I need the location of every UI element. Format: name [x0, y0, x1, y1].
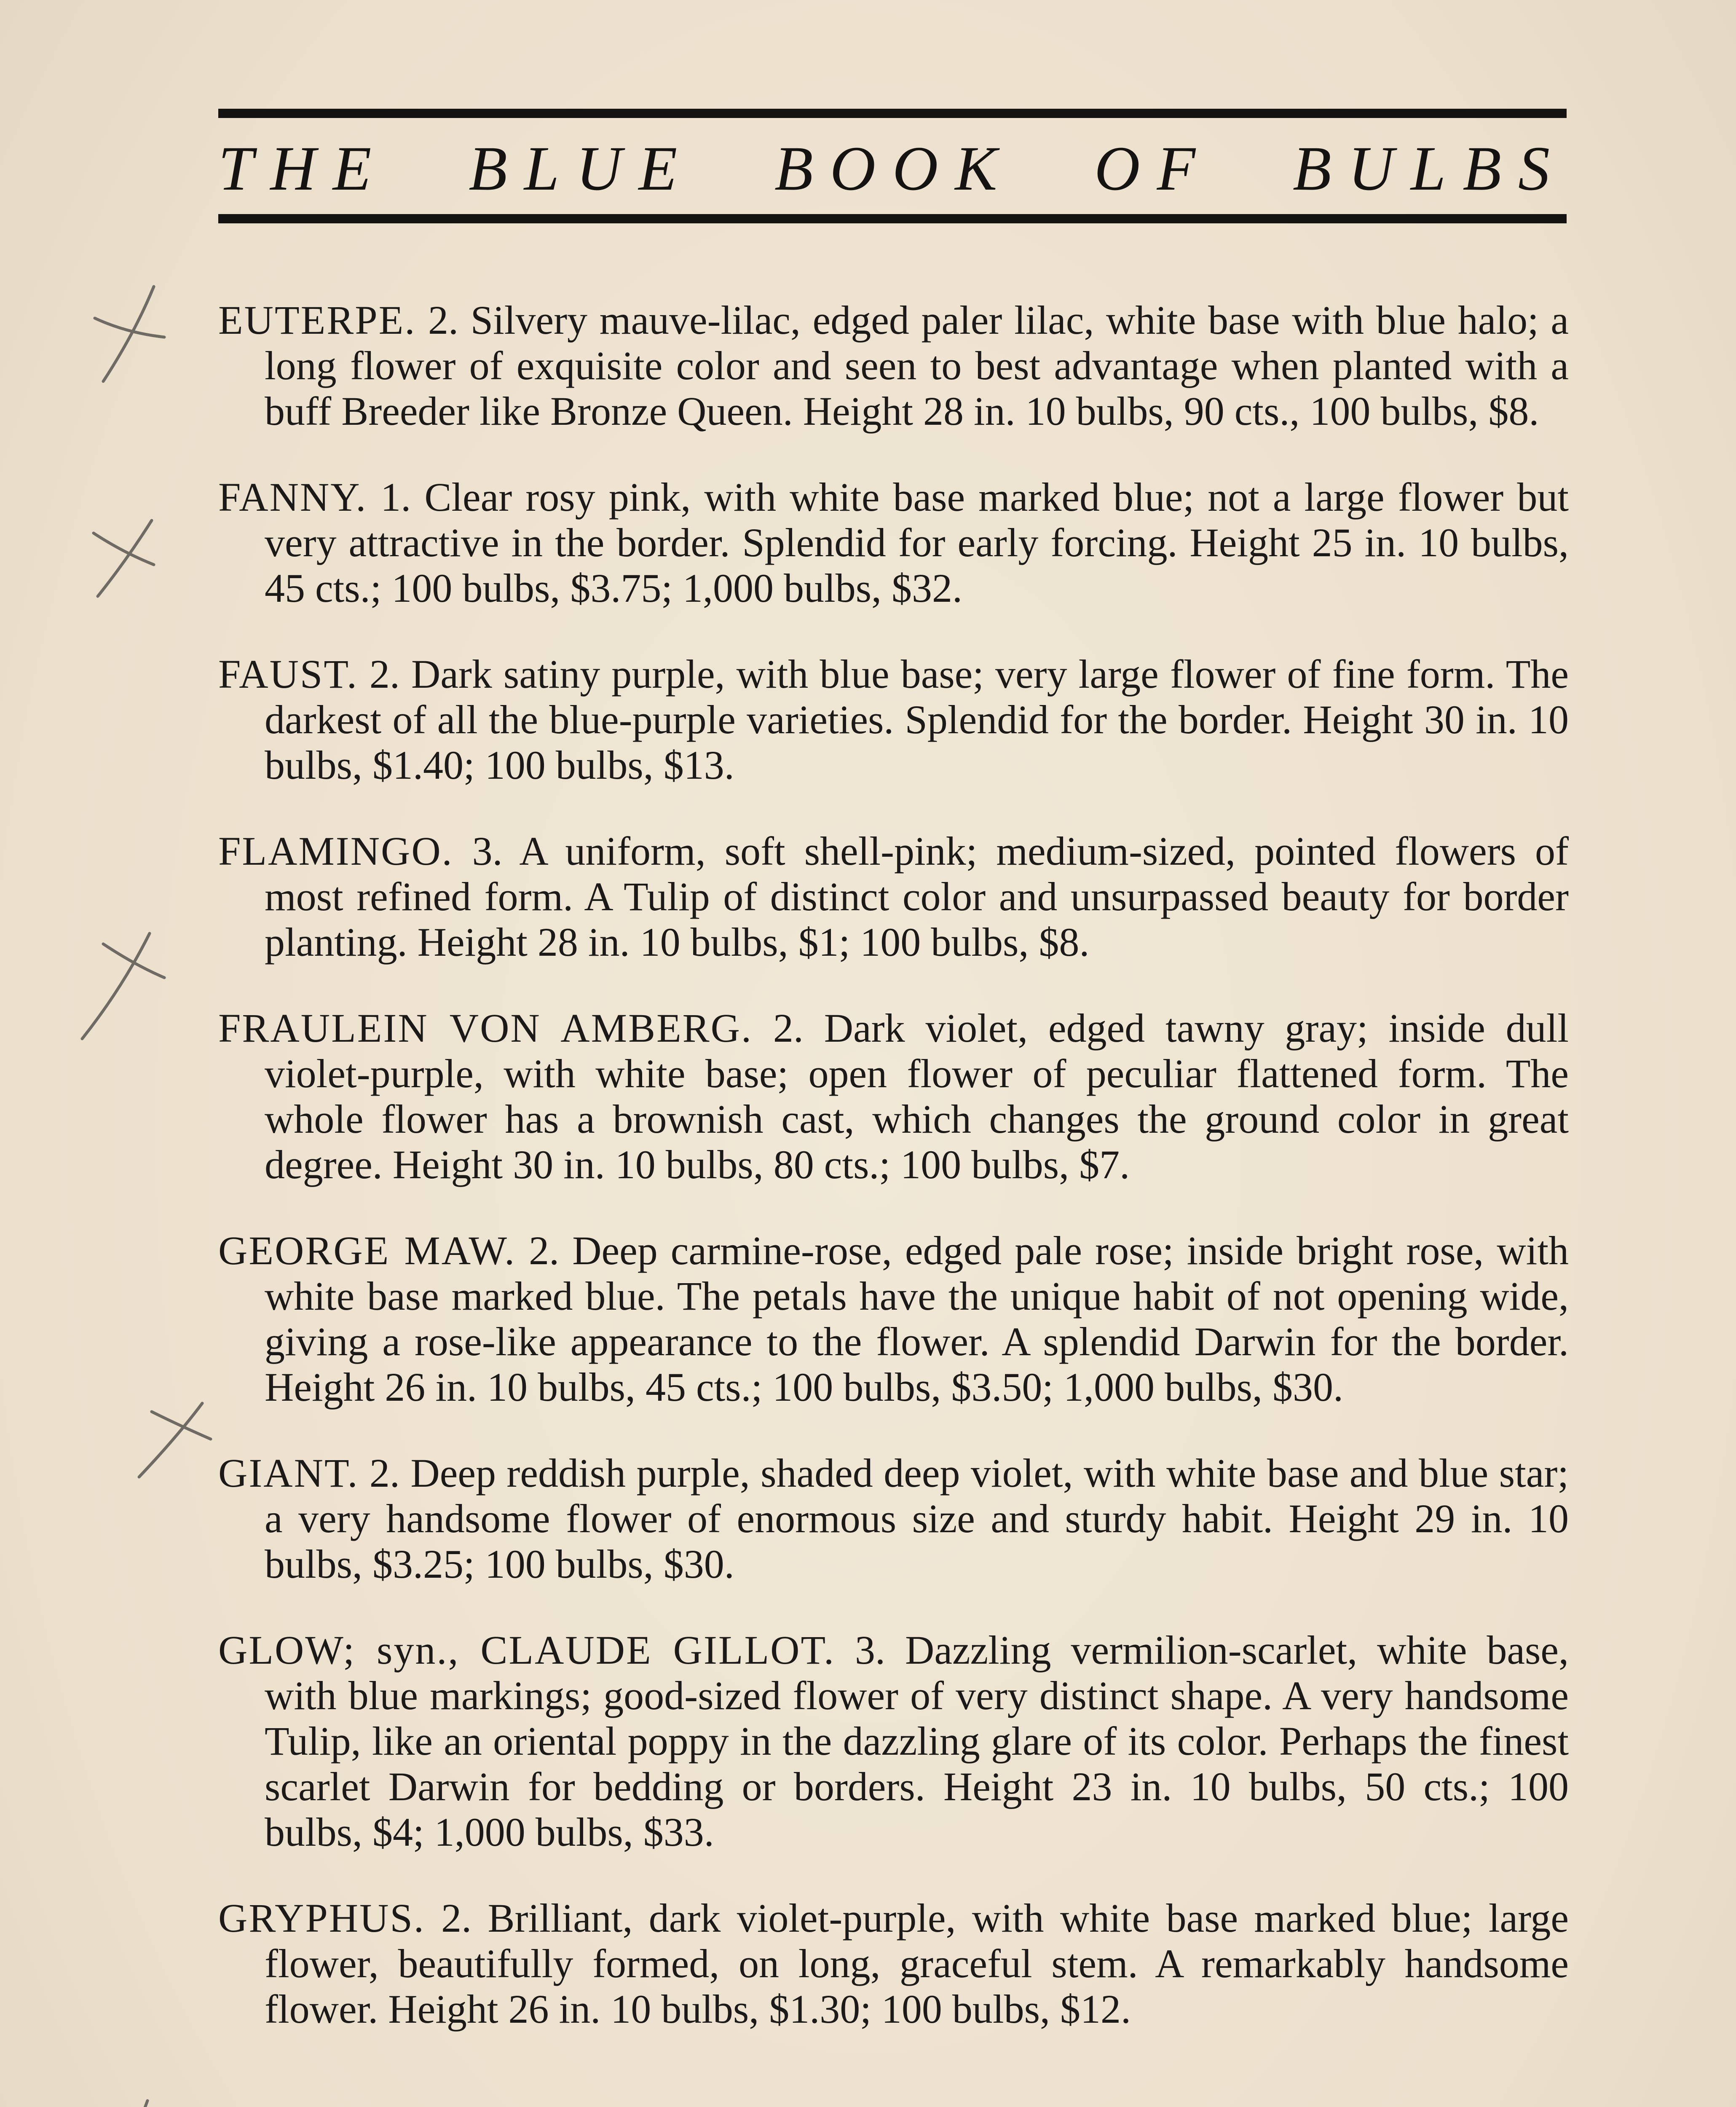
running-head-word: OF: [1094, 134, 1213, 204]
entry-text: 2. Brilliant, dark violet-purple, with white base marked blue; large flower, beautifully formed, on long, graceful stem. A remarkably handsome flower. Height 26 in. 10 bulbs, $1.30; 100 bulbs, $12.: [265, 1895, 1569, 2032]
entry-name: GIANT.: [218, 1450, 359, 1496]
entry-name: GLOW; syn., CLAUDE GILLOT.: [218, 1627, 836, 1673]
pencil-x-mark-icon: [95, 2101, 169, 2107]
running-head-word: BOOK: [774, 134, 1014, 204]
pencil-x-mark-icon: [139, 1403, 211, 1477]
entry-name: FLAMINGO.: [218, 828, 453, 874]
entry-text: 3. Dazzling vermilion-scarlet, white base, with blue markings; good-sized flower of very distinct shape. A very handsome Tulip, like an oriental poppy in the dazzling glare of its color. Perhaps the finest scarlet Darwin for bedding or borders. Height 23 in. 10 bulbs, 50 cts.; 100 bulbs, $4; 1,000 bulbs, $33.: [265, 1627, 1569, 1855]
entry-text: 2. Dark satiny purple, with blue base; very large flower of fine form. The darkest of all the blue-purple varieties. Splendid for the border. Height 30 in. 10 bulbs, $1.40; 100 bulbs, $13.: [265, 651, 1569, 788]
entry-name: FAUST.: [218, 651, 358, 697]
entry-name: GRYPHUS.: [218, 1895, 425, 1941]
entry-text: 1. Clear rosy pink, with white base marked blue; not a large flower but very attractive in the border. Splendid for early forcing. Height 25 in. 10 bulbs, 45 cts.; 100 bulbs, $3.75; 1,000 bulbs, $32.: [265, 474, 1569, 611]
entry-text: 2. Deep reddish purple, shaded deep violet, with white base and blue star; a very handsome flower of enormous size and sturdy habit. Height 29 in. 10 bulbs, $3.25; 100 bulbs, $30.: [265, 1450, 1569, 1587]
pencil-x-mark-icon: [82, 933, 164, 1039]
entry-name: FANNY.: [218, 474, 367, 520]
entry-text: 2. Silvery mauve-lilac, edged paler lilac, white base with blue halo; a long flower of exquisite color and seen to best advantage when planted with a buff Breeder like Bronze Queen. Height 28 in. 10 bulbs, 90 cts., 100 bulbs, $8.: [265, 298, 1569, 434]
entry-name: EUTERPE.: [218, 298, 416, 343]
running-head-word: BULBS: [1292, 134, 1567, 204]
entry-text: 2. Deep carmine-rose, edged pale rose; inside bright rose, with white base marked blue. The petals have the unique habit of not opening wide, giving a rose-like appearance to the flower. A splendid Darwin for the border. Height 26 in. 10 bulbs, 45 cts.; 100 bulbs, $3.50; 1,000 bulbs, $30.: [265, 1228, 1569, 1410]
running-head-word: THE: [218, 134, 388, 204]
entry-text: 2. Dark violet, edged tawny gray; inside dull violet-purple, with white base; open flower of peculiar flattened form. The whole flower has a brownish cast, which changes the ground color in great degree. Height 30 in. 10 bulbs, 80 cts.; 100 bulbs, $7.: [265, 1005, 1569, 1187]
running-head-word: BLUE: [469, 134, 694, 204]
pencil-x-mark-icon: [95, 287, 164, 381]
entry-name: FRAULEIN VON AMBERG.: [218, 1005, 753, 1051]
pencil-x-mark-icon: [94, 520, 154, 596]
entry-name: GEORGE MAW.: [218, 1228, 516, 1273]
entry-text: 3. A uniform, soft shell-pink; medium-sized, pointed flowers of most refined form. A Tulip of distinct color and unsurpassed beauty for border planting. Height 28 in. 10 bulbs, $1; 100 bulbs, $8.: [265, 828, 1569, 965]
